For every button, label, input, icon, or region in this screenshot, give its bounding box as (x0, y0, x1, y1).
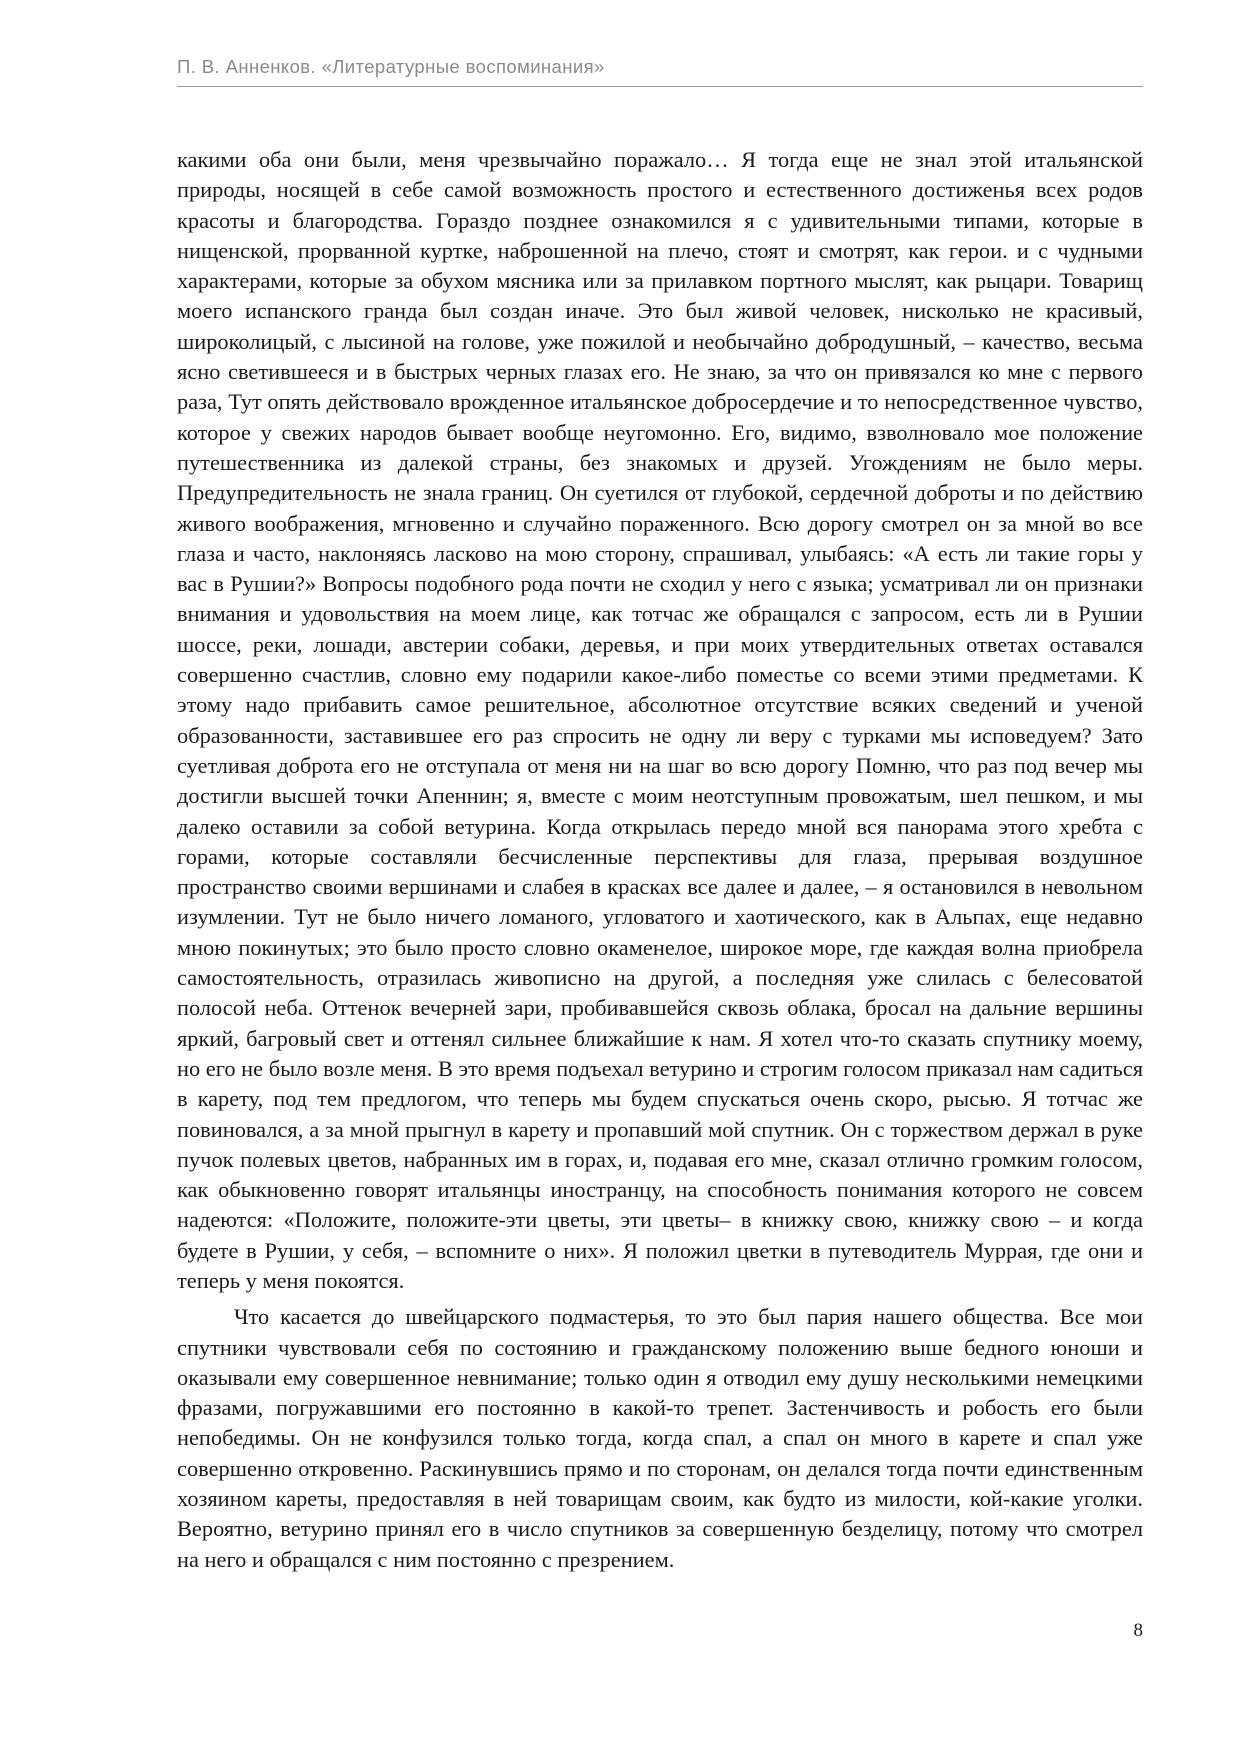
page-number: 8 (1133, 1620, 1143, 1641)
paragraph-2: Что касается до швейцарского подмастерья, то это был пария нашего общества. Все мои спутники чувствовали себя по состоянию и гражданскому положению выше бедного юноши и оказывали ему совершенное невнимание; только один я отводил ему душу несколькими немецкими фразами, погружавшими его постоянно в какой-то трепет. Застенчивость и робость его были непобедимы. Он не конфузился только тогда, когда спал, а спал он много в карете и спал уже совершенно откровенно. Раскинувшись прямо и по сторонам, он делался тогда почти единственным хозяином кареты, предоставляя в ней товарищам своим, как будто из милости, кой-какие уголки. Вероятно, ветурино принял его в число спутников за совершенную безделицу, потому что смотрел на него и обращался с ним постоянно с презрением. (177, 1304, 1143, 1572)
running-header: П. В. Анненков. «Литературные воспоминания» (177, 56, 605, 77)
body-text (177, 145, 1143, 1575)
paragraph-1: какими оба они были, меня чрезвычайно поражало… Я тогда еще не знал этой итальянской природы, носящей в себе самой возможность простого и естественного достиженья всех родов красоты и благородства. Гораздо позднее ознакомился я с удивительными типами, которые в нищенской, прорванной куртке, наброшенной на плечо, стоят и смотрят, как герои. и с чудными характерами, которые за обухом мясника или за прилавком портного мыслят, как рыцари. Товарищ моего испанского гранда был создан иначе. Это был живой человек, нисколько не красивый, широколицый, с лысиной на голове, уже пожилой и необычайно добродушный, – качество, весьма ясно светившееся и в быстрых черных глазах его. Не знаю, за что он привязался ко мне с первого раза, Тут опять действовало врожденное итальянское добросердечие и то непосредственное чувство, которое у свежих народов бывает вообще неугомонно. Его, видимо, взволновало мое положение путешественника из далекой страны, без знакомых и друзей. Угождениям не было меры. Предупредительность не знала границ. Он суетился от глубокой, сердечной доброты и по действию живого воображения, мгновенно и случайно пораженного. Всю дорогу смотрел он за мной во все глаза и часто, наклоняясь ласково на мою сторону, спрашивал, улыбаясь: «А есть ли такие горы у вас в Рушии?» Вопросы подобного рода почти не сходил у него с языка; усматривал ли он признаки внимания и удовольствия на моем лице, как тотчас же обращался с запросом, есть ли в Рушии шоссе, реки, лошади, австерии собаки, деревья, и при моих утвердительных ответах оставался совершенно счастлив, словно ему подарили какое-либо поместье со всеми этими предметами. К этому надо прибавить самое решительное, абсолютное отсутствие всяких сведений и ученой образованности, заставившее его раз спросить не одну ли веру с турками мы исповедуем? Зато суетливая доброта его не отступала от меня ни на шаг во всю дорогу Помню, что раз под вечер мы достигли высшей точки Апеннин; я, вместе с моим неотступным провожатым, шел пешком, и мы далеко оставили за собой ветурина. Когда открылась передо мной вся панорама этого хребта с горами, которые составляли бесчисленные перспективы для глаза, прерывая воздушное пространство своими вершинами и слабея в красках все далее и далее, – я остановился в невольном изумлении. Тут не было ничего ломаного, угловатого и хаотического, как в Альпах, еще недавно мною покинутых; это было просто словно окаменелое, широкое море, где каждая волна приобрела самостоятельность, отразилась живописно на другой, а последняя уже слилась с белесоватой полосой неба. Оттенок вечерней зари, пробивавшейся сквозь облака, бросал на дальние вершины яркий, багровый свет и оттенял сильнее ближайшие к нам. Я хотел что-то сказать спутнику моему, но его не было возле меня. В это время подъехал ветурино и строгим голосом приказал нам садиться в карету, под тем предлогом, что теперь мы будем спускаться очень скоро, рысью. Я тотчас же повиновался, а за мной прыгнул в карету и пропавший мой спутник. Он с торжеством держал в руке пучок полевых цветов, набранных им в горах, и, подавая его мне, сказал отлично громким голосом, как обыкновенно говорят итальянцы иностранцу, на способность понимания которого не совсем надеются: «Положите, положите-эти цветы, эти цветы– в книжку свою, книжку свою – и когда будете в Рушии, у себя, – вспомните о них». Я положил цветки в путеводитель Муррая, где они и теперь у меня покоятся. (177, 147, 1143, 1293)
header-rule (177, 86, 1143, 87)
